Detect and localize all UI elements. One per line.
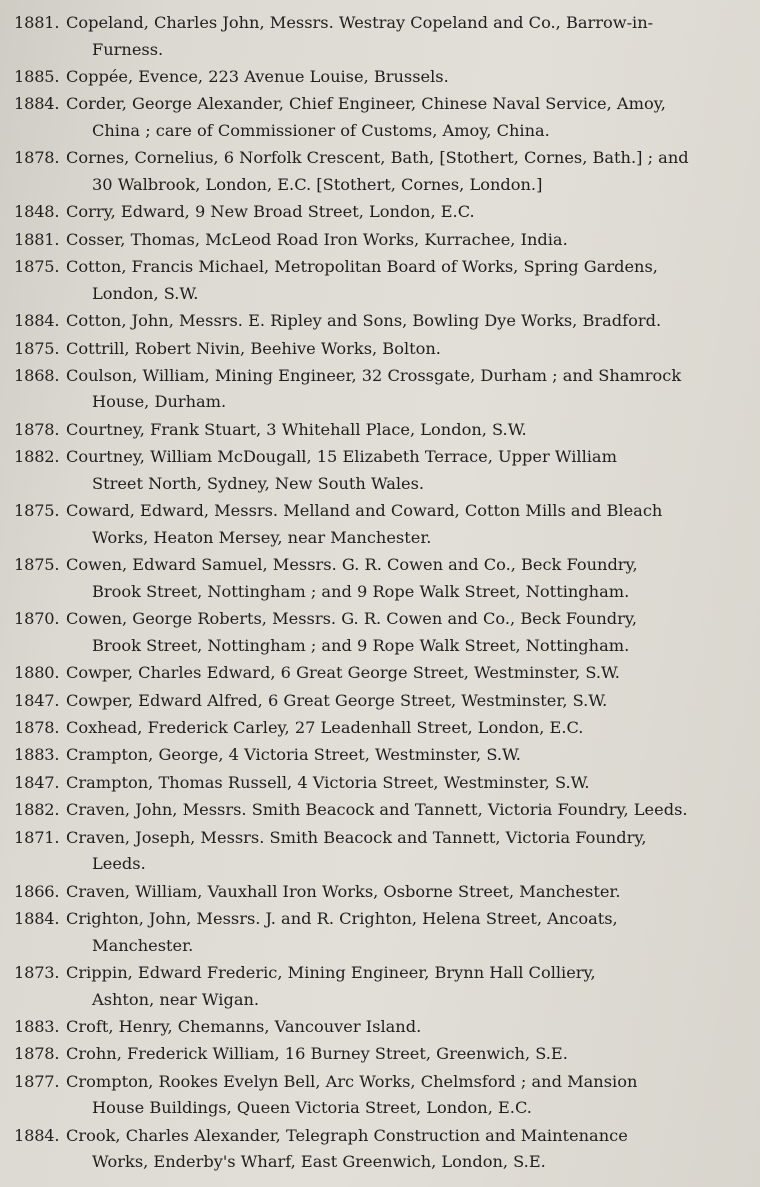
entry-continuation-line [0, 37, 760, 64]
list-entry [0, 308, 760, 335]
entry-year: 1884. [14, 1125, 60, 1145]
entry-first-line [0, 770, 760, 797]
entry-text: Corry, Edward, 9 New Broad Street, London, E.C. [66, 202, 475, 222]
list-entry [0, 145, 760, 199]
entry-text: Craven, John, Messrs. Smith Beacock and Tannett, Victoria Foundry, Leeds. [66, 800, 688, 820]
entry-continuation-line [0, 389, 760, 416]
entry-first-line [0, 417, 760, 444]
entry-first-line [0, 797, 760, 824]
entry-year: 1875. [14, 257, 60, 277]
entry-first-line [0, 906, 760, 933]
list-entry [0, 498, 760, 552]
entry-first-line [0, 1041, 760, 1068]
entry-first-line [0, 715, 760, 742]
entry-text: Cotton, Francis Michael, Metropolitan Board of Works, Spring Gardens, [66, 257, 658, 277]
entry-year: 1848. [14, 202, 60, 222]
list-entry [0, 552, 760, 606]
entry-text: Courtney, William McDougall, 15 Elizabeth Terrace, Upper William [66, 447, 617, 467]
list-entry [0, 797, 760, 824]
entry-text: China ; care of Commissioner of Customs, Amoy, China. [92, 120, 550, 140]
entry-text: House, Durham. [92, 392, 227, 412]
entry-text: Crampton, George, 4 Victoria Street, Westminster, S.W. [66, 745, 521, 765]
entry-text: Crighton, John, Messrs. J. and R. Crighton, Helena Street, Ancoats, [66, 908, 618, 928]
entry-first-line [0, 199, 760, 226]
entry-text: Brook Street, Nottingham ; and 9 Rope Walk Street, Nottingham. [92, 635, 630, 655]
entry-year: 1881. [14, 229, 60, 249]
entry-text: Works, Heaton Mersey, near Manchester. [92, 527, 432, 547]
list-entry [0, 1069, 760, 1123]
entry-text: Cowen, George Roberts, Messrs. G. R. Cowen and Co., Beck Foundry, [66, 609, 637, 629]
entry-text: Leeds. [92, 854, 146, 874]
entry-first-line [0, 552, 760, 579]
list-entry [0, 199, 760, 226]
entry-first-line [0, 145, 760, 172]
list-entry [0, 770, 760, 797]
list-entry [0, 336, 760, 363]
entry-text: Cornes, Cornelius, 6 Norfolk Crescent, Bath, [Stothert, Cornes, Bath.] ; and [66, 148, 689, 168]
entry-first-line [0, 879, 760, 906]
entry-text: House Buildings, Queen Victoria Street, London, E.C. [92, 1098, 532, 1118]
entry-text: Manchester. [92, 935, 194, 955]
list-entry [0, 742, 760, 769]
entry-year: 1884. [14, 908, 60, 928]
list-entry [0, 1041, 760, 1068]
entry-year: 1882. [14, 447, 60, 467]
entry-first-line [0, 660, 760, 687]
entry-year: 1875. [14, 555, 60, 575]
list-entry [0, 960, 760, 1014]
entry-first-line [0, 1014, 760, 1041]
entry-continuation-line [0, 851, 760, 878]
list-entry [0, 91, 760, 145]
entry-first-line [0, 742, 760, 769]
entry-text: 30 Walbrook, London, E.C. [Stothert, Cornes, London.] [92, 174, 543, 194]
entry-continuation-line [0, 633, 760, 660]
entry-continuation-line [0, 1149, 760, 1176]
entry-text: Cotton, John, Messrs. E. Ripley and Sons, Bowling Dye Works, Bradford. [66, 311, 662, 331]
entry-year: 1885. [14, 66, 60, 86]
entry-text: Corder, George Alexander, Chief Engineer, Chinese Naval Service, Amoy, [66, 94, 666, 114]
entry-text: Coxhead, Frederick Carley, 27 Leadenhall Street, London, E.C. [66, 717, 584, 737]
entry-continuation-line [0, 933, 760, 960]
list-entry [0, 825, 760, 879]
entry-year: 1847. [14, 690, 60, 710]
entry-year: 1882. [14, 800, 60, 820]
entry-first-line [0, 64, 760, 91]
entry-text: Craven, Joseph, Messrs. Smith Beacock and Tannett, Victoria Foundry, [66, 827, 647, 847]
entry-text: Coulson, William, Mining Engineer, 32 Crossgate, Durham ; and Shamrock [66, 365, 682, 385]
entry-continuation-line [0, 471, 760, 498]
entry-first-line [0, 498, 760, 525]
entry-continuation-line [0, 525, 760, 552]
list-entry [0, 10, 760, 64]
list-entry [0, 363, 760, 417]
entry-first-line [0, 308, 760, 335]
list-entry [0, 444, 760, 498]
entry-text: Courtney, Frank Stuart, 3 Whitehall Place, London, S.W. [66, 419, 527, 439]
entry-year: 1883. [14, 1016, 60, 1036]
entry-year: 1875. [14, 501, 60, 521]
entry-first-line [0, 91, 760, 118]
entry-text: Coppée, Evence, 223 Avenue Louise, Brussels. [66, 66, 449, 86]
entry-text: Croft, Henry, Chemanns, Vancouver Island. [66, 1016, 422, 1036]
entry-text: Crippin, Edward Frederic, Mining Engineer, Brynn Hall Colliery, [66, 962, 596, 982]
list-entry [0, 64, 760, 91]
entry-first-line [0, 227, 760, 254]
entry-first-line [0, 336, 760, 363]
entry-first-line [0, 363, 760, 390]
entry-text: Cowper, Edward Alfred, 6 Great George Street, Westminster, S.W. [66, 690, 608, 710]
entry-text: Copeland, Charles John, Messrs. Westray Copeland and Co., Barrow-in- [66, 13, 654, 32]
entry-year: 1847. [14, 772, 60, 792]
entry-continuation-line [0, 281, 760, 308]
entry-text: Ashton, near Wigan. [92, 989, 260, 1009]
entry-text: Coward, Edward, Messrs. Melland and Coward, Cotton Mills and Bleach [66, 501, 663, 521]
entry-text: Brook Street, Nottingham ; and 9 Rope Walk Street, Nottingham. [92, 581, 630, 601]
entry-year: 1873. [14, 962, 60, 982]
entry-year: 1877. [14, 1071, 60, 1091]
entry-text: Works, Enderby's Wharf, East Greenwich, London, S.E. [92, 1152, 546, 1172]
entry-first-line [0, 606, 760, 633]
entry-year: 1883. [14, 745, 60, 765]
entry-continuation-line [0, 579, 760, 606]
entry-first-line [0, 10, 760, 37]
list-entry [0, 906, 760, 960]
entry-year: 1881. [14, 13, 60, 32]
entry-year: 1878. [14, 1044, 60, 1064]
entry-text: Crompton, Rookes Evelyn Bell, Arc Works, Chelmsford ; and Mansion [66, 1071, 638, 1091]
entry-text: Crook, Charles Alexander, Telegraph Construction and Maintenance [66, 1125, 628, 1145]
list-entry [0, 688, 760, 715]
entry-first-line [0, 1123, 760, 1150]
entry-first-line [0, 688, 760, 715]
member-list [0, 10, 760, 1177]
entry-first-line [0, 825, 760, 852]
entry-text: Cosser, Thomas, McLeod Road Iron Works, Kurrachee, India. [66, 229, 568, 249]
entry-continuation-line [0, 1095, 760, 1122]
entry-text: Street North, Sydney, New South Wales. [92, 473, 425, 493]
entry-text: Furness. [92, 39, 164, 59]
entry-year: 1871. [14, 827, 60, 847]
entry-continuation-line [0, 118, 760, 145]
entry-first-line [0, 960, 760, 987]
entry-text: Crampton, Thomas Russell, 4 Victoria Street, Westminster, S.W. [66, 772, 590, 792]
entry-year: 1870. [14, 609, 60, 629]
list-entry [0, 254, 760, 308]
entry-text: London, S.W. [92, 283, 199, 303]
entry-year: 1866. [14, 881, 60, 901]
entry-first-line [0, 1069, 760, 1096]
list-entry [0, 606, 760, 660]
entry-year: 1880. [14, 663, 60, 683]
entry-year: 1878. [14, 419, 60, 439]
list-entry [0, 879, 760, 906]
entry-year: 1878. [14, 717, 60, 737]
entry-text: Crohn, Frederick William, 16 Burney Street, Greenwich, S.E. [66, 1044, 568, 1064]
entry-year: 1875. [14, 338, 60, 358]
entry-year: 1884. [14, 94, 60, 114]
list-entry [0, 1014, 760, 1041]
entry-text: Cottrill, Robert Nivin, Beehive Works, Bolton. [66, 338, 441, 358]
list-entry [0, 1123, 760, 1177]
entry-year: 1868. [14, 365, 60, 385]
entry-text: Craven, William, Vauxhall Iron Works, Osborne Street, Manchester. [66, 881, 621, 901]
entry-text: Cowper, Charles Edward, 6 Great George Street, Westminster, S.W. [66, 663, 620, 683]
entry-continuation-line [0, 987, 760, 1014]
entry-first-line [0, 254, 760, 281]
list-entry [0, 715, 760, 742]
list-entry [0, 227, 760, 254]
entry-year: 1878. [14, 148, 60, 168]
entry-continuation-line [0, 172, 760, 199]
entry-first-line [0, 444, 760, 471]
entry-text: Cowen, Edward Samuel, Messrs. G. R. Cowen and Co., Beck Foundry, [66, 555, 638, 575]
entry-year: 1884. [14, 311, 60, 331]
list-entry [0, 417, 760, 444]
list-entry [0, 660, 760, 687]
